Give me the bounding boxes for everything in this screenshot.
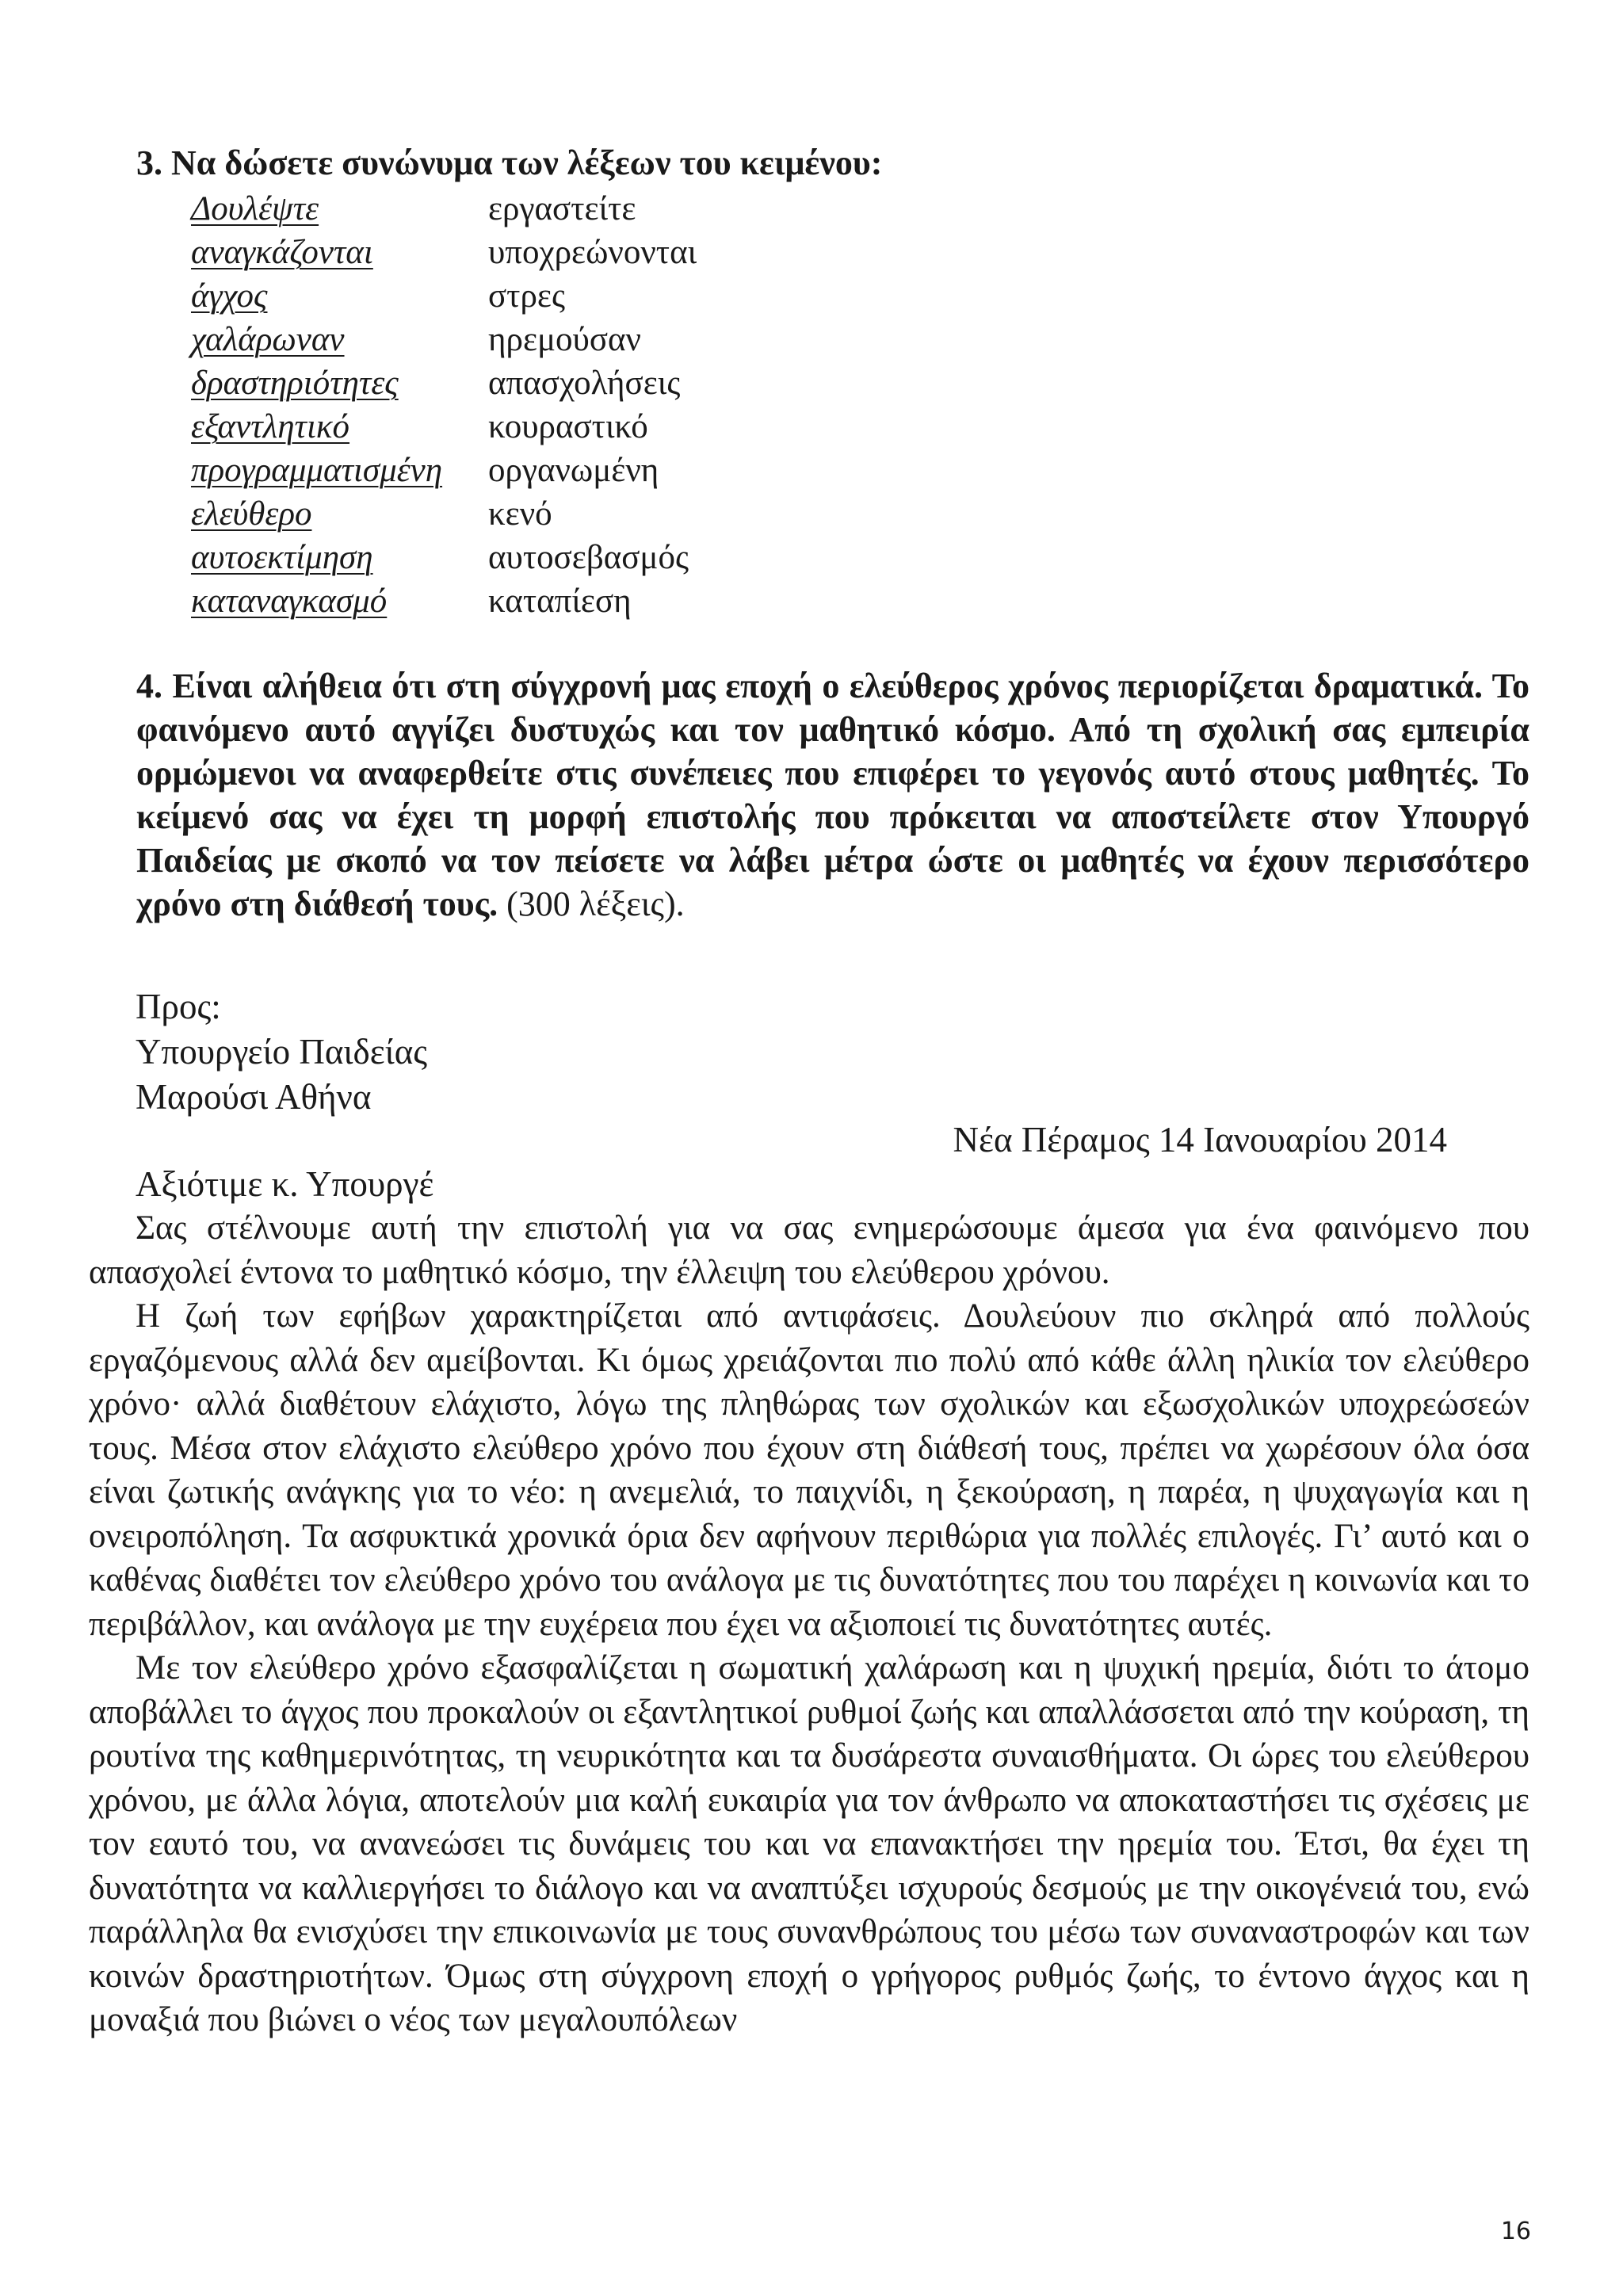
letter-paragraph: Η ζωή των εφήβων χαρακτηρίζεται από αντιφάσεις. Δουλεύουν πιο σκληρά από πολλούς εργαζόμενους αλλά δεν αμείβονται. Κι όμως χρειάζονται πιο πολύ από κάθε άλλη ηλικία τον ελεύθερο χρόνο· αλλά διαθέτουν ελάχιστο, λόγω της πληθώρας των σχολικών και εξωσχολικών υποχρεώσεών τους. Μέσα στον ελάχιστο ελεύθερο χρόνο που έχουν στη διάθεσή τους, πρέπει να χωρέσουν όλα όσα είναι ζωτικής ανάγκης για το νέο: η ανεμελιά, το παιχνίδι, η ξεκούραση, η παρέα, η ψυχαγωγία και η ονειροπόληση. Τα ασφυκτικά χρονικά όρια δεν αφήνουν περιθώρια για πολλές επιλογές. Γι’ αυτό και ο καθένας διαθέτει τον ελεύθερο χρόνο του ανάλογα με τις δυνατότητες που του παρέχει η κοινωνία και το περιβάλλον, και ανάλογα με την ευχέρεια που έχει να αξιοποιεί τις δυνατότητες αυτές. [89,1297,1529,1643]
recipient-address [136,984,427,1120]
source-word: άγχος [191,277,268,315]
letter-paragraph: Με τον ελεύθερο χρόνο εξασφαλίζεται η σωματική χαλάρωση και η ψυχική ηρεμία, διότι το άτομο αποβάλλει το άγχος που προκαλούν οι εξαντλητικοί ρυθμοί ζωής και απαλλάσσεται από την κούραση, τη ρουτίνα της καθημερινότητας, τη νευρικότητα και τα δυσάρεστα συναισθήματα. Οι ώρες του ελεύθερου χρόνου, με άλλα λόγια, αποτελούν μια καλή ευκαιρία για τον άνθρωπο να αποκαταστήσει τις σχέσεις με τον εαυτό του, να ανανεώσει τις δυνάμεις του και να επανακτήσει την ηρεμία του. Έτσι, θα έχει τη δυνατότητα να καλλιεργήσει το διάλογο και να αναπτύξει ισχυρούς δεσμούς με την οικογένειά του, ενώ παράλληλα θα ενισχύσει την επικοινωνία με τους συνανθρώπους του μέσω των συναναστροφών και των κοινών δραστηριοτήτων. Όμως στη σύγχρονη εποχή ο γρήγορος ρυθμός ζωής, το έντονο άγχος και η μοναξιά που βιώνει ο νέος των μεγαλουπόλεων [89,1649,1529,2038]
source-word: ελεύθερο [191,495,312,533]
synonym-row [191,231,697,274]
source-word: καταναγκασμό [191,583,388,620]
synonyms-table [191,187,697,623]
synonym-row [191,405,697,449]
page-number: 16 [1500,2218,1531,2245]
recipient-line: Μαρούσι Αθήνα [136,1077,372,1117]
source-word: Δουλέψτε [191,190,319,227]
letter-paragraph: Σας στέλνουμε αυτή την επιστολή για να σας ενημερώσουμε άμεσα για ένα φαινόμενο που απασχολεί έντονα το μαθητικό κόσμο, την έλλειψη του ελεύθερου χρόνου. [89,1209,1529,1291]
question-4-bold-text: 4. Είναι αλήθεια ότι στη σύγχρονή μας εποχή ο ελεύθερος χρόνος περιορίζεται δραματικά. Το φαινόμενο αυτό αγγίζει δυστυχώς και τον μαθητικό κόσμο. Από τη σχολική σας εμπειρία ορμώμενοι να αναφερθείτε στις συνέπειες που επιφέρει το γεγονός αυτό στους μαθητές. Το κείμενό σας να έχει τη μορφή επιστολής που πρόκειται να αποστείλετε στον Υπουργό Παιδείας με σκοπό να τον πείσετε να λάβει μέτρα ώστε οι μαθητές να έχουν περισσότερο χρόνο στη διάθεσή τους. [136,667,1529,923]
source-word: προγραμματισμένη [191,452,443,489]
question-4-prompt [136,664,1529,926]
synonym-row [191,449,697,492]
source-word: αυτοεκτίμηση [191,539,373,576]
synonym-word: καταπίεση [488,583,632,620]
letter-greeting: Αξιότιμε κ. Υπουργέ [136,1164,434,1204]
recipient-line: Υπουργείο Παιδείας [136,1032,428,1072]
question-4-word-count: (300 λέξεις). [498,884,685,923]
synonym-word: κουραστικό [488,408,648,445]
synonym-word: κενό [488,495,552,533]
synonym-row [191,361,697,405]
synonym-row [191,318,697,361]
synonym-word: εργαστείτε [488,190,636,227]
synonym-word: ηρεμούσαν [488,321,641,358]
source-word: εξαντλητικό [191,408,350,445]
synonym-word: υποχρεώνονται [488,234,697,271]
source-word: δραστηριότητες [191,365,399,402]
synonym-row [191,492,697,536]
synonym-row [191,579,697,623]
synonym-row [191,274,697,318]
synonym-word: στρες [488,277,566,315]
letter-body [89,1206,1529,2042]
synonym-word: αυτοσεβασμός [488,539,689,576]
recipient-line: Προς: [136,987,221,1026]
synonym-word: απασχολήσεις [488,365,681,402]
question-3-title: 3. Να δώσετε συνώνυμα των λέξεων του κειμένου: [136,143,883,182]
synonym-word: οργανωμένη [488,452,659,489]
source-word: αναγκάζονται [191,234,373,271]
synonym-row [191,536,697,579]
source-word: χαλάρωναν [191,321,345,358]
letter-date: Νέα Πέραμος 14 Ιανουαρίου 2014 [953,1120,1447,1159]
synonym-row [191,187,697,231]
